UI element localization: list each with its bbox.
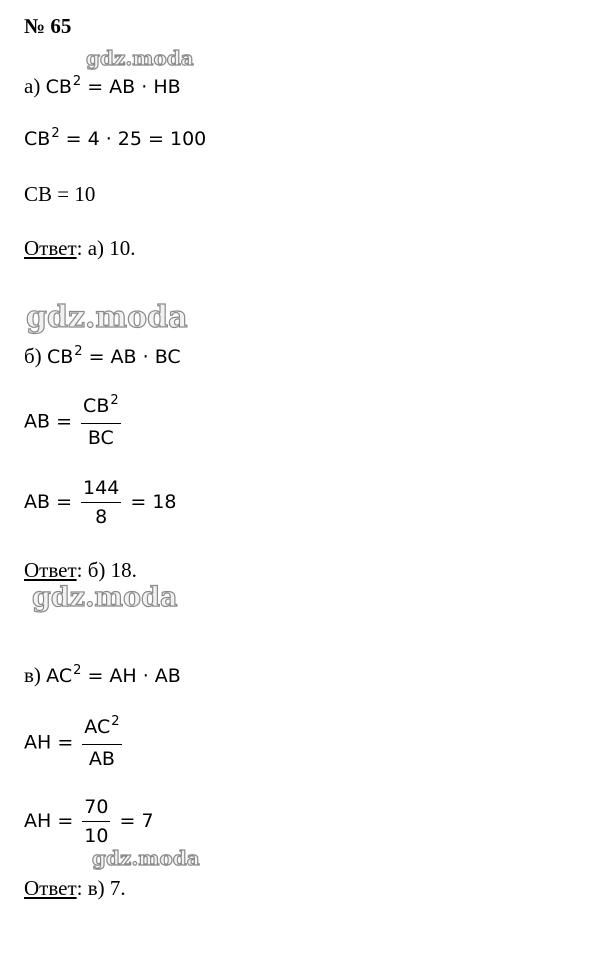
math-term: = AB · BC	[88, 346, 181, 368]
answer-label: Ответ	[24, 876, 77, 900]
math-term: AB =	[24, 491, 72, 513]
math-term: = AB · HB	[87, 76, 181, 98]
part-b-label: б)	[24, 344, 42, 368]
fraction-denominator: 10	[84, 825, 109, 847]
answer-value: : в) 7.	[76, 876, 126, 900]
answer-value: : б) 18.	[76, 558, 137, 582]
fraction-numerator	[81, 395, 121, 424]
fraction	[81, 395, 121, 449]
math-term: CB	[45, 76, 72, 98]
watermark: gdz.moda	[92, 846, 200, 870]
part-c-label: в)	[24, 663, 41, 687]
exponent: 2	[111, 714, 120, 729]
watermark: gdz.moda	[32, 582, 178, 613]
fraction-denominator: BC	[87, 427, 114, 449]
fraction-denominator: AB	[88, 748, 115, 770]
part-c-equation-2	[24, 716, 125, 770]
fraction	[81, 477, 121, 528]
math-term: = 4 · 25 = 100	[65, 128, 207, 150]
part-a-equation-1	[24, 72, 181, 104]
part-a-equation-3: CB = 10	[24, 182, 96, 206]
fraction-numerator	[82, 716, 121, 745]
watermark: gdz.moda	[86, 46, 194, 70]
math-expression	[46, 76, 181, 98]
answer-label: Ответ	[24, 236, 77, 260]
fraction	[82, 716, 121, 770]
exponent: 2	[74, 344, 83, 359]
math-expression	[46, 665, 181, 687]
problem-number: № 65	[24, 14, 72, 38]
part-a-answer	[24, 234, 136, 262]
math-term: = AH · AB	[87, 665, 181, 687]
watermark: gdz.moda	[26, 300, 188, 335]
math-term: AC	[84, 716, 111, 738]
part-c-answer	[24, 874, 126, 902]
part-a-label: а)	[24, 74, 41, 98]
fraction-numerator: 144	[81, 477, 121, 503]
math-term: AB =	[24, 410, 72, 433]
part-b-equation-1	[24, 342, 181, 374]
answer-label: Ответ	[24, 558, 77, 582]
fraction-denominator: 8	[95, 506, 108, 528]
math-term: CB	[46, 346, 74, 368]
part-c-equation-1	[24, 661, 181, 693]
part-a-equation-2	[24, 125, 206, 156]
fraction-numerator: 70	[82, 796, 110, 822]
math-term: = 18	[130, 491, 177, 513]
exponent: 2	[51, 126, 60, 141]
math-term: CB	[83, 395, 110, 417]
math-term: AH =	[24, 810, 74, 832]
math-expression	[47, 346, 181, 368]
fraction	[82, 796, 110, 847]
math-term: = 7	[119, 810, 154, 832]
math-term: CB	[24, 128, 51, 150]
part-b-answer	[24, 556, 137, 584]
math-term: AH =	[24, 731, 74, 754]
part-c-equation-3	[24, 796, 154, 847]
exponent: 2	[110, 393, 119, 408]
exponent: 2	[72, 74, 82, 89]
part-b-equation-2	[24, 395, 124, 449]
answer-value: : а) 10.	[76, 236, 136, 260]
math-term: AC	[46, 665, 73, 687]
part-b-equation-3	[24, 477, 177, 528]
exponent: 2	[73, 663, 82, 678]
